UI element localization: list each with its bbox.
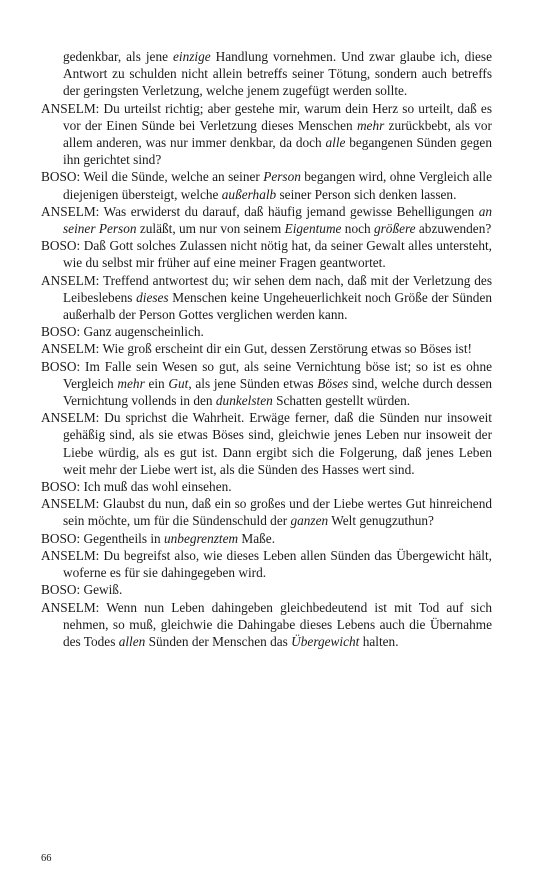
text-segment: halten. bbox=[359, 633, 399, 649]
emphasized-text: dieses bbox=[136, 289, 169, 305]
speaker-label: ANSELM: bbox=[41, 496, 100, 512]
text-segment: Im Falle sein Wesen so gut, als seine Vernichtung böse ist; so ist es ohne Vergleich bbox=[63, 358, 492, 391]
text-segment: Wie groß erscheint dir ein Gut, dessen Zerstörung etwas so Böses ist! bbox=[99, 341, 472, 357]
emphasized-text: mehr bbox=[356, 117, 385, 133]
emphasized-text: dunkelsten bbox=[215, 393, 273, 409]
dialogue-paragraph bbox=[41, 358, 492, 410]
text-segment: Du urteilst richtig; aber gestehe mir, warum dein Herz so urteilt, daß es vor der Einen Sünde bei Verletzung dieses Menschen bbox=[63, 100, 492, 133]
speaker-label: BOSO: bbox=[41, 479, 81, 495]
text-segment: Welt genugzuthun? bbox=[328, 513, 434, 529]
text-segment: Handlung vornehmen. Und zwar glaube ich, diese Antwort zu schulden nicht allein betreffs seiner Tötung, sondern auch betreffs der geringsten Verletzung, welche jenem zugefügt werden sollte. bbox=[63, 49, 492, 99]
dialogue-paragraph bbox=[41, 530, 492, 547]
text-segment: Glaubst du nun, daß ein so großes und der Liebe wertes Gut hinreichend sein möchte, um für die Sündenschuld der bbox=[63, 496, 492, 529]
text-segment: Treffend antwortest du; wir sehen dem nach, daß mit der Verletzung des Leibeslebens bbox=[63, 272, 492, 305]
speaker-label: BOSO: bbox=[41, 169, 81, 185]
text-segment: zuläßt, um nur von seinem bbox=[136, 221, 285, 237]
emphasized-text: Person bbox=[263, 169, 301, 185]
text-segment: Du begreifst also, wie dieses Leben allen Sünden das Übergewicht hält, woferne es für sie dahingegeben wird. bbox=[63, 547, 492, 581]
continued-paragraph bbox=[41, 48, 492, 100]
emphasized-text: Gut bbox=[168, 375, 189, 391]
text-segment: begangen wird, ohne Vergleich alle diejenigen übersteigt, welche bbox=[63, 169, 492, 202]
dialogue-paragraph bbox=[41, 272, 492, 324]
speaker-label: ANSELM: bbox=[41, 599, 100, 615]
text-segment: ein bbox=[144, 375, 169, 391]
emphasized-text: größere bbox=[373, 221, 416, 237]
dialogue-paragraph bbox=[41, 547, 492, 581]
text-segment: Gewiß. bbox=[80, 582, 123, 598]
text-segment: Sünden der Menschen das bbox=[145, 633, 292, 649]
dialogue-paragraph bbox=[41, 599, 492, 651]
speaker-label: BOSO: bbox=[41, 582, 81, 598]
text-segment: noch bbox=[341, 221, 374, 237]
text-segment: Gegentheils in bbox=[80, 530, 164, 546]
emphasized-text: alle bbox=[325, 135, 346, 151]
dialogue-paragraph bbox=[41, 100, 492, 169]
speaker-label: ANSELM: bbox=[41, 100, 100, 116]
text-segment: Ich muß das wohl einsehen. bbox=[80, 479, 232, 495]
text-segment: Was erwiderst du darauf, daß häufig jemand gewisse Behelligungen bbox=[99, 203, 479, 219]
dialogue-paragraph bbox=[41, 495, 492, 529]
emphasized-text: Böses bbox=[317, 375, 349, 391]
text-segment: abzuwenden? bbox=[415, 221, 492, 237]
text-segment: Ganz augenscheinlich. bbox=[80, 324, 204, 340]
text-segment: , als jene Sünden etwas bbox=[188, 375, 318, 391]
dialogue-paragraph bbox=[41, 409, 492, 478]
text-segment: Du sprichst die Wahrheit. Erwäge ferner, daß die Sünden nur insoweit gehäßig sind, als sie etwas Böses sind, gleichwie jenes Leben nur insoweit der Liebe würdig, als es gut ist. Dann ergibt sich die Folgerung, daß jenes Leben weit mehr der Liebe wert ist, als die Sünden des Hasses wert sind. bbox=[63, 410, 492, 477]
dialogue-paragraph bbox=[41, 581, 492, 598]
text-segment: Schatten gestellt würden. bbox=[272, 393, 411, 409]
dialogue-paragraph bbox=[41, 323, 492, 340]
speaker-label: BOSO: bbox=[41, 530, 81, 546]
text-segment: begangenen Sünden gegen ihn gerichtet sind? bbox=[63, 135, 492, 168]
speaker-label: BOSO: bbox=[41, 358, 81, 374]
text-segment: Wenn nun Leben dahingeben gleichbedeutend ist mit Tod auf sich nehmen, so muß, gleichwie die Dahingabe dieses Lebens auch die Übernahme des Todes bbox=[63, 599, 492, 649]
text-segment: seiner Person sich denken lassen. bbox=[276, 186, 457, 202]
speaker-label: ANSELM: bbox=[41, 272, 100, 288]
speaker-label: ANSELM: bbox=[41, 341, 100, 357]
text-segment: Maße. bbox=[238, 530, 276, 546]
dialogue-paragraph bbox=[41, 340, 492, 357]
emphasized-text: an seiner Person bbox=[63, 203, 492, 237]
page-number: 66 bbox=[41, 853, 52, 864]
text-segment: Daß Gott solches Zulassen nicht nötig hat, da seiner Gewalt alles untersteht, wie du selbst mir früher auf eine meiner Fragen geantwortet. bbox=[63, 238, 492, 271]
text-segment: gedenkbar, als jene bbox=[63, 49, 173, 64]
text-segment: Weil die Sünde, welche an seiner bbox=[80, 169, 264, 185]
dialogue-paragraph bbox=[41, 203, 492, 237]
emphasized-text: mehr bbox=[117, 375, 145, 391]
dialogue-text bbox=[41, 48, 492, 650]
text-segment: zurückbebt, als vor allem anderen, was nur immer denkbar, da doch bbox=[63, 117, 492, 151]
speaker-label: ANSELM: bbox=[41, 410, 100, 426]
speaker-label: BOSO: bbox=[41, 324, 81, 340]
emphasized-text: allen bbox=[118, 633, 146, 649]
text-segment: sind, welche durch dessen Vernichtung vollends in den bbox=[63, 375, 493, 409]
emphasized-text: Übergewicht bbox=[291, 633, 360, 649]
emphasized-text: außerhalb bbox=[221, 186, 277, 202]
emphasized-text: ganzen bbox=[290, 513, 329, 529]
emphasized-text: unbegrenztem bbox=[164, 530, 239, 546]
dialogue-paragraph bbox=[41, 168, 492, 202]
dialogue-paragraph bbox=[41, 478, 492, 495]
speaker-label: ANSELM: bbox=[41, 547, 100, 563]
emphasized-text: einzige bbox=[172, 49, 211, 64]
text-segment: Menschen keine Ungeheuerlichkeit noch Größe der Sünden außerhalb der Person Gottes verglichen werden kann. bbox=[63, 289, 492, 323]
speaker-label: BOSO: bbox=[41, 238, 81, 254]
dialogue-paragraph bbox=[41, 237, 492, 271]
emphasized-text: Eigentume bbox=[284, 221, 342, 237]
speaker-label: ANSELM: bbox=[41, 203, 100, 219]
